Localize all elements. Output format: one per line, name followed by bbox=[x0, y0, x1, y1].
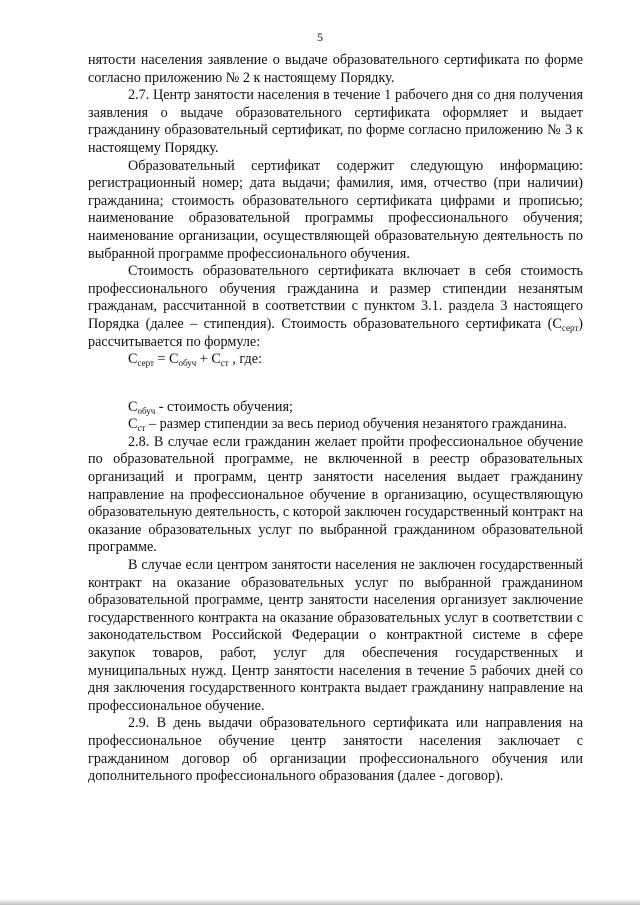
cost-text: Стоимость образовательного сертификата включает в себя стоимость профессионального обучения гражданина и размер стипендии незанятым гражданам, рассчитанной в соответствии с пунктом 3.1. раздела 3 настоящего Порядка (далее – стипендия). Стоимость образовательного сертификата (С bbox=[88, 263, 583, 332]
formula-plus: + С bbox=[196, 351, 221, 368]
document-body bbox=[88, 52, 583, 786]
paragraph-2-7: 2.7. Центр занятости населения в течение 1 рабочего дня со дня получения заявления о выдаче образовательного сертификата оформляет и выдает гражданину образовательный сертификат, по форме согласно приложению № 3 к настоящему Порядку. bbox=[88, 87, 583, 156]
formula-subscript-cert: серт bbox=[137, 358, 154, 369]
formula-symbol: С bbox=[128, 351, 138, 368]
definition-text: - стоимость обучения; bbox=[155, 398, 293, 415]
formula-subscript-training: обуч bbox=[178, 358, 197, 369]
paragraph-certificate-cost bbox=[88, 263, 583, 351]
scan-edge bbox=[0, 899, 640, 905]
formula-equals: = С bbox=[153, 351, 179, 368]
cost-text-end: ) рассчитывается по формуле: bbox=[88, 315, 583, 350]
paragraph-continuation: нятости населения заявление о выдаче образовательного сертификата по форме согласно приложению № 2 к настоящему Порядку. bbox=[88, 52, 583, 86]
definition-symbol: С bbox=[128, 416, 138, 433]
cost-formula bbox=[88, 351, 583, 369]
formula-where: , где: bbox=[228, 351, 262, 368]
page-number: 5 bbox=[317, 30, 323, 44]
definition-training-cost bbox=[88, 399, 583, 417]
paragraph-contract: В случае если центром занятости населения не заключен государственный контракт на оказание образовательных услуг по выбранной гражданином образовательной программе, центр занятости населения организует заключение государственного контракта на оказание образовательных услуг в соответствии с законодательством Российской Федерации о контрактной системе в сфере закупок товаров, работ, услуг для обеспечения государственных и муниципальных нужд. Центр занятости населения в течение 5 рабочих дней со дня заключения государственного контракта выдает гражданину направление на профессиональное обучение. bbox=[88, 557, 583, 714]
definition-text: – размер стипендии за весь период обучения незанятого гражданина. bbox=[145, 416, 567, 433]
definition-symbol: С bbox=[128, 398, 138, 415]
paragraph-2-8: 2.8. В случае если гражданин желает пройти профессиональное обучение по образовательной программе, не включенной в реестр образовательных организаций и программ, центр занятости населения выдает гражданину направление на профессиональное обучение в организацию, осуществляющую образовательную деятельность, с которой заключен государственный контракт на оказание образовательных услуг по выбранной гражданином образовательной программе. bbox=[88, 433, 583, 556]
paragraph-certificate-contents: Образовательный сертификат содержит следующую информацию: регистрационный номер; дата выдачи; фамилия, имя, отчество (при наличии) гражданина; стоимость образовательного сертификата цифрами и прописью; наименование образовательной программы профессионального обучения; наименование организации, осуществляющей образовательную деятельность по выбранной программе профессионального обучения. bbox=[88, 157, 583, 262]
cost-subscript: серт bbox=[561, 322, 579, 333]
definition-subscript: ст bbox=[137, 423, 146, 434]
definition-stipend bbox=[88, 416, 583, 434]
paragraph-2-9: 2.9. В день выдачи образовательного сертификата или направления на профессиональное обучение центр занятости населения заключает с гражданином договор об организации профессионального обучения или дополнительного профессионального образования (далее - договор). bbox=[88, 715, 583, 785]
formula-subscript-stipend: ст bbox=[220, 358, 229, 369]
definition-subscript: обуч bbox=[137, 405, 156, 416]
